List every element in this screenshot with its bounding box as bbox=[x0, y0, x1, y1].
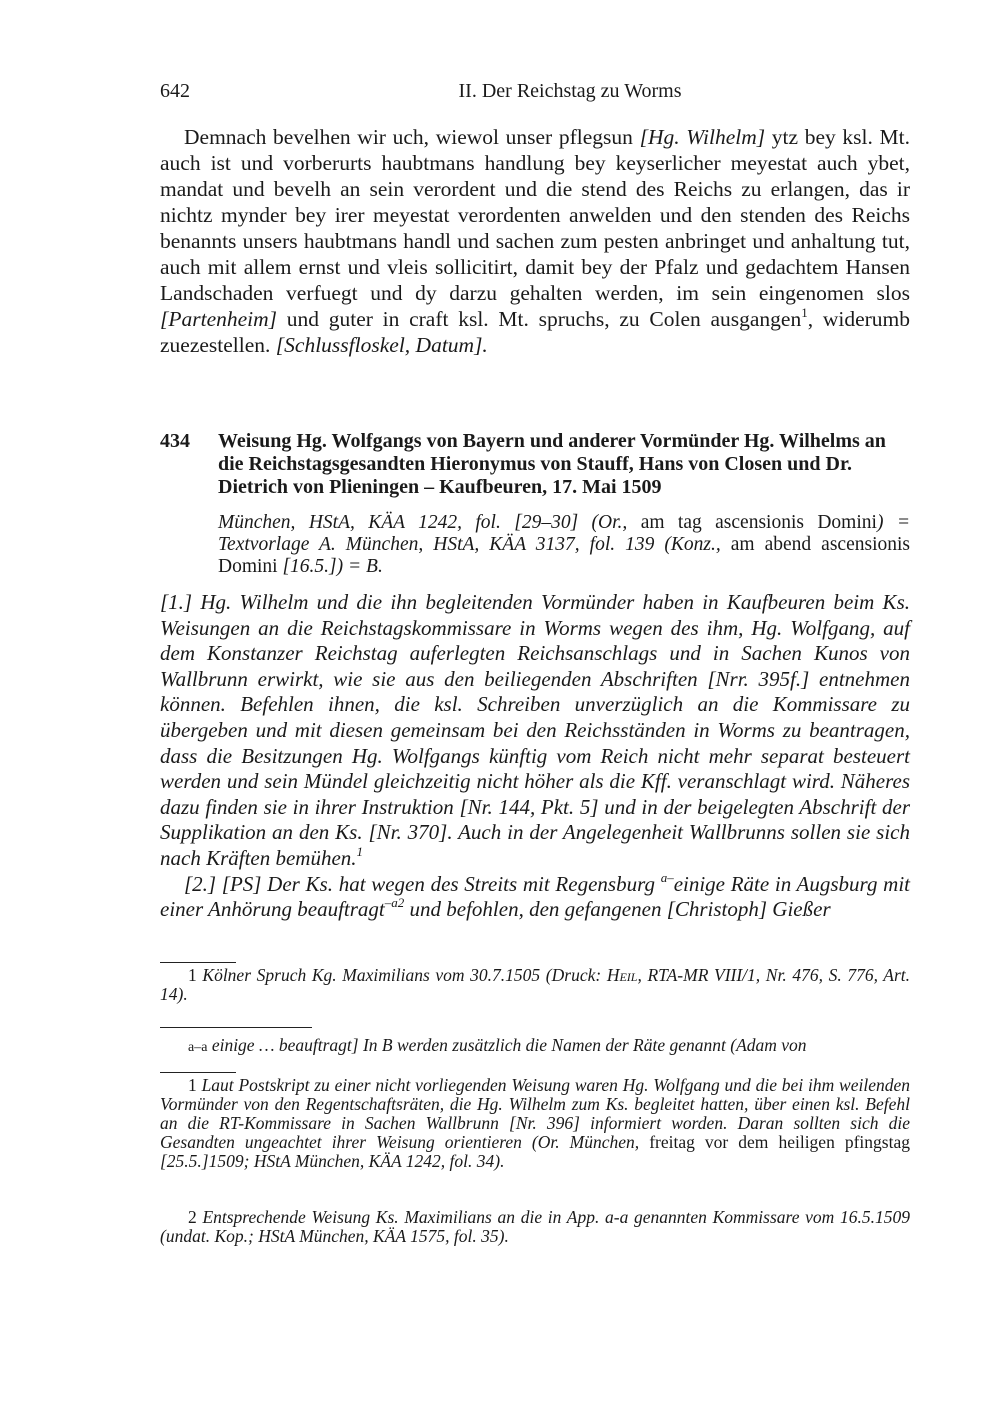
footnote-mark: 2 bbox=[188, 1207, 197, 1227]
text-run: einige … beauftragt] In B werden zusätzlich die Namen der Räte genannt (Adam von bbox=[211, 1035, 807, 1055]
footnote-1-lower bbox=[160, 1076, 910, 1171]
footnote-mark: 1 bbox=[188, 1075, 197, 1095]
apparatus-divider bbox=[160, 1027, 312, 1028]
text-run: [1.] Hg. Wilhelm und die ihn begleitenden Vormünder haben in Kaufbeuren beim Ks. Weisungen an die Reichstagskommissare in Worms wegen des ihm, Hg. Wolfgang, auf dem Konstanzer Reichstag auferlegten Reichsanschlags und in Sachen Kunos von Wallbrunn erwirkt, wie sie aus den beiliegenden Abschriften [Nrr. 395f.] entnehmen können. Befehlen ihnen, die ksl. Schreiben unverzüglich an die Kommissare zu übergeben und mit diesen gemeinsam bei den Reichsständen in Worms zu beantragen, dass die Besitzungen Hg. Wolfgangs künftig vom Reich nicht mehr separat besteuert werden und sein Mündel gleichzeitig nicht höher als die Kff. veranschlagt wird. Näheres dazu finden sie in ihrer Instruktion [Nr. 144, Pkt. 5] und in der beigelegten Abschrift der Supplikation an den Ks. [Nr. 370]. Auch in der Angelegenheit Wallbrunns sollen sie sich nach Kräften bemühen. bbox=[160, 590, 910, 870]
text-run: Demnach bevelhen wir uch, wiewol unser pflegsun bbox=[184, 125, 640, 149]
footnote-divider bbox=[160, 962, 236, 963]
footnote-mark: 1 bbox=[188, 965, 197, 985]
intro-paragraph bbox=[160, 124, 910, 358]
apparatus-reference: a– bbox=[660, 869, 674, 885]
source-quote: am abend ascensionis Domini bbox=[218, 534, 911, 577]
footnote-reference: 1 bbox=[801, 304, 808, 320]
source-citation: ) = Textvorlage A. München, HStA, KÄA 3137, fol. 139 (Konz., bbox=[218, 512, 910, 555]
document-number: 434 bbox=[160, 430, 190, 452]
document-title: Weisung Hg. Wolfgangs von Bayern und anderer Vormünder Hg. Wilhelms an die Reichstagsgesandten Hieronymus von Stauff, Hans von Closen und Dr. Dietrich von Plieningen – Kaufbeuren, 17. Mai 1509 bbox=[218, 430, 886, 498]
apparatus-mark: a–a bbox=[188, 1040, 208, 1055]
text-run: einige Räte in Augsburg mit einer Anhörung beauftragt bbox=[160, 871, 910, 922]
source-quote: freitag vor dem heiligen pfingstag bbox=[639, 1132, 910, 1152]
editorial-note: [Partenheim] bbox=[160, 307, 278, 331]
editorial-note: [Schlussfloskel, Datum]. bbox=[275, 333, 488, 357]
text-run: , RTA-MR VIII/1, Nr. 476, S. 776, Art. 14). bbox=[160, 965, 911, 1004]
document-source bbox=[218, 512, 910, 578]
apparatus-note bbox=[160, 1036, 910, 1057]
summary-paragraph-2 bbox=[160, 869, 910, 923]
footnote-divider bbox=[160, 1072, 236, 1073]
running-title: II. Der Reichstag zu Worms bbox=[458, 80, 682, 102]
summary-paragraph-1 bbox=[160, 590, 910, 872]
source-citation: München, HStA, KÄA 1242, fol. [29–30] (Or., bbox=[218, 512, 628, 533]
document-summary bbox=[160, 590, 910, 923]
page-number: 642 bbox=[160, 80, 190, 102]
editorial-note: [Hg. Wilhelm] bbox=[639, 125, 766, 149]
footnote-reference: 1 bbox=[356, 843, 364, 859]
running-header bbox=[160, 80, 910, 108]
source-citation: [16.5.]) = B. bbox=[282, 556, 383, 577]
author-name: Heil bbox=[606, 965, 638, 985]
text-run: [2.] [PS] Der Ks. hat wegen des Streits mit Regensburg bbox=[184, 871, 661, 896]
text-run: ytz bey ksl. Mt. auch ist und vorberurts haubtmans handlung bey keyserlicher meyestat auch ybet, mandat und bevelh an sein verordent und die stend des Reichs zu erlangen, das ir nichtz mynder bey irer meyestat verordenten anwelden und den stenden des Reichs benannts unsers haubtmans handl und sachen zum pesten anbringet und anhaltung tut, auch mit allem ernst und vleis sollicitirt, damit bey der Pfalz und gedachtem Hansen Landschaden verfuegt und dy darzu gehalten werden, im sein eingenomen slos bbox=[160, 125, 910, 305]
footnote-1-upper bbox=[160, 966, 910, 1004]
source-quote: am tag ascensionis Domini bbox=[627, 512, 877, 533]
text-run: , widerumb zuezestellen. bbox=[160, 307, 910, 357]
text-run: [25.5.]1509; HStA München, KÄA 1242, fol. 34). bbox=[160, 1151, 505, 1171]
text-run: und guter in craft ksl. Mt. spruchs, zu Colen ausgangen bbox=[277, 307, 802, 331]
text-run: Laut Postskript zu einer nicht vorliegenden Weisung waren Hg. Wolfgang und die bei ihm weilenden Vormünder von den Regentschaftsräten, die Hg. Wilhelm zum Ks. begleitet hatten, über einen ksl. Befehl an die RT-Kommissare in Sachen Wallbrunn [Nr. 396] informiert worden. Daran sollten sich die Gesandten ungeachtet ihrer Weisung orientieren (Or. München, bbox=[160, 1075, 911, 1152]
text-run: Entsprechende Weisung Ks. Maximilians an die in App. a-a genannten Kommissare vom 16.5.1509 (undat. Kop.; HStA München, KÄA 1575, fol. 35). bbox=[160, 1207, 910, 1246]
footnote-2 bbox=[160, 1208, 910, 1246]
text-run: und befohlen, den gefangenen [Christoph] Gießer bbox=[404, 897, 831, 922]
text-run: Kölner Spruch Kg. Maximilians vom 30.7.1505 (Druck: bbox=[202, 965, 602, 985]
apparatus-reference: –a2 bbox=[384, 895, 405, 911]
